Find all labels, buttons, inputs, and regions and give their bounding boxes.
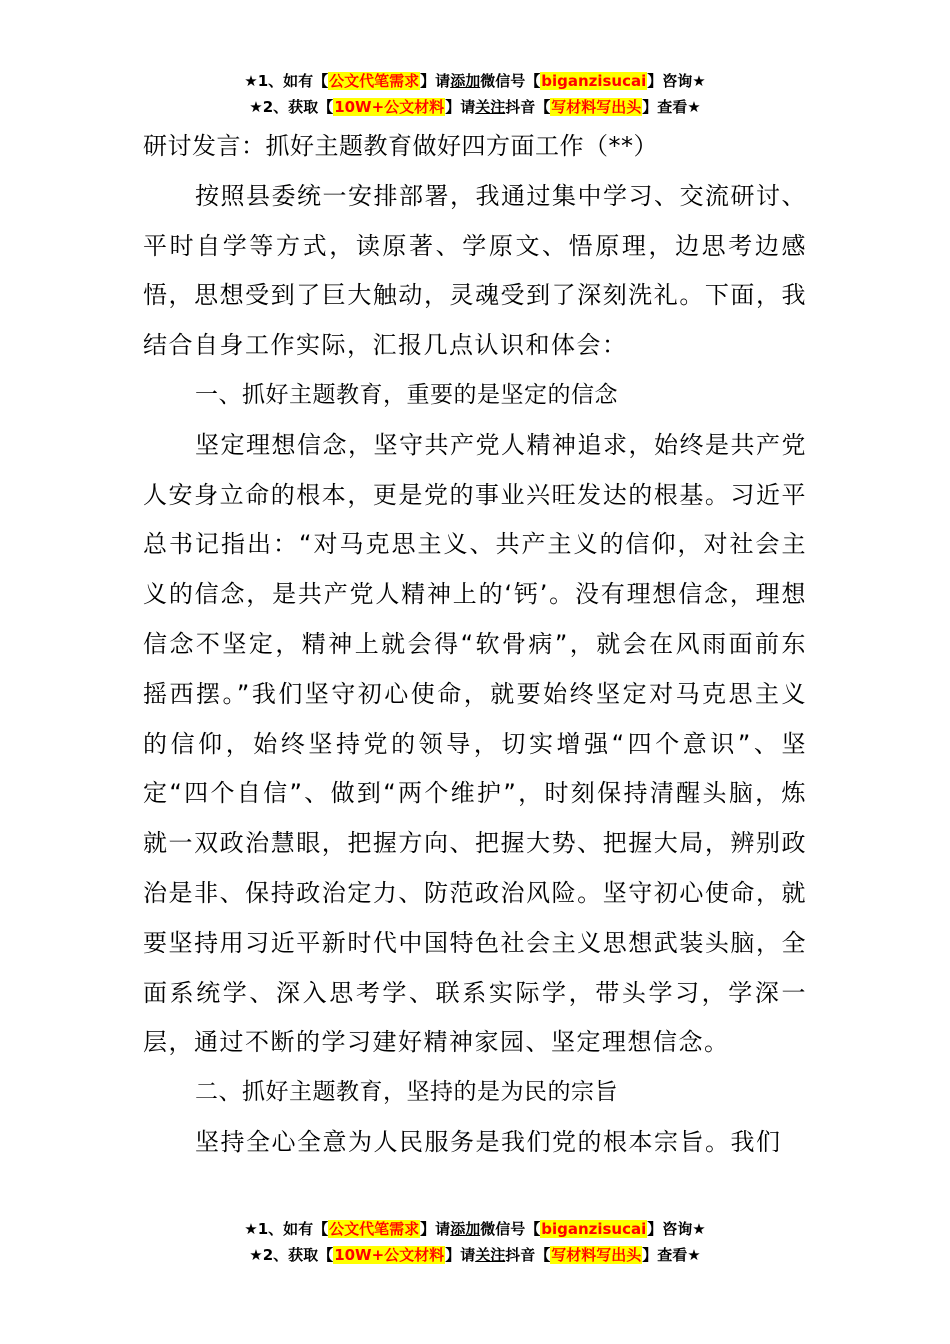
document-body: [143, 122, 807, 1168]
section-heading: 二、抓好主题教育，坚持的是为民的宗旨: [195, 1079, 618, 1106]
promo-highlight: 写材料写出头: [551, 98, 642, 116]
section-heading: 一、抓好主题教育，重要的是坚定的信念: [195, 381, 618, 408]
paragraph: 按照县委统一安排部署，我通过集中学习、交流研讨、平时自学等方式，读原著、学原文、悟原理，边思考边感悟，思想受到了巨大触动，灵魂受到了深刻洗礼。下面，我结合自身工作实际，汇报几点认识和体会：: [143, 181, 807, 360]
promo-line-1: ★1、如有【公文代笔需求】请添加微信号【biganzisucai】咨询★: [244, 72, 706, 90]
paragraph: 坚定理想信念，坚守共产党人精神追求，始终是共产党人安身立命的根本，更是党的事业兴旺发达的根基。习近平总书记指出：“对马克思主义、共产主义的信仰，对社会主义的信念，是共产党人精神上的‘钙’。没有理想信念，理想信念不坚定，精神上就会得“软骨病”，就会在风雨面前东摇西摆。”我们坚守初心使命，就要始终坚定对马克思主义的信仰，始终坚持党的领导，切实增强“四个意识”、坚定“四个自信”、做到“两个维护”，时刻保持清醒头脑，炼就一双政治慧眼，把握方向、把握大势、把握大局，辨别政治是非、保持政治定力、防范政治风险。坚守初心使命，就要坚持用习近平新时代中国特色社会主义思想武装头脑，全面系统学、深入思考学、联系实际学，带头学习，学深一层，通过不断的学习建好精神家园、坚定理想信念。: [143, 430, 807, 1057]
paragraph: 坚持全心全意为人民服务是我们党的根本宗旨。我们: [195, 1127, 782, 1156]
promo-highlight: biganzisucai: [541, 1220, 647, 1238]
promo-line-2: ★2、获取【10W+公文材料】请关注抖音【写材料写出头】查看★: [249, 1246, 701, 1264]
promo-highlight: 10W+公文材料: [334, 1246, 445, 1264]
promo-line-1: ★1、如有【公文代笔需求】请添加微信号【biganzisucai】咨询★: [244, 1220, 706, 1238]
promo-highlight: 写材料写出头: [551, 1246, 642, 1264]
promo-line-2: ★2、获取【10W+公文材料】请关注抖音【写材料写出头】查看★: [249, 98, 701, 116]
promo-highlight: 公文代笔需求: [329, 72, 420, 90]
promo-highlight: 10W+公文材料: [334, 98, 445, 116]
footer-promo: [0, 1216, 950, 1268]
header-promo: [0, 68, 950, 120]
promo-highlight: 公文代笔需求: [329, 1220, 420, 1238]
document-title: 研讨发言：抓好主题教育做好四方面工作（**）: [143, 132, 658, 160]
promo-highlight: biganzisucai: [541, 72, 647, 90]
